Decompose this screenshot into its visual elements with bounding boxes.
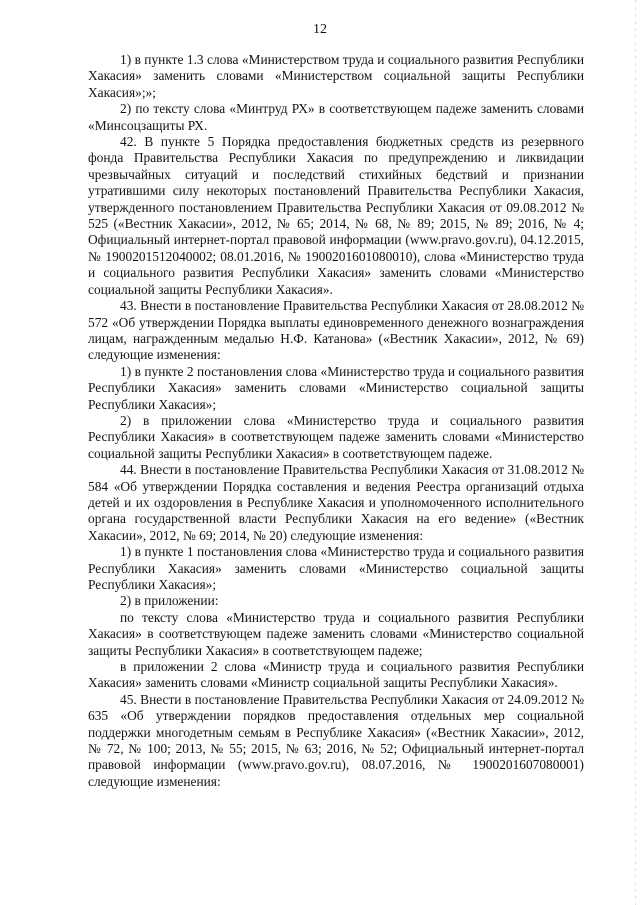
paragraph-mintrud-text: 2) по тексту слова «Минтруд РХ» в соответствующем падеже заменить словами «Минсоцзащиты РХ. xyxy=(88,101,584,133)
page-number: 12 xyxy=(313,22,327,37)
paragraph-43-item-2: 2) в приложении слова «Министерство труда и социального развития Республики Хакасия» в соответствующем падеже заменить словами «Министерство социальной защиты Республики Хакасия» в соответствующем падеже. xyxy=(88,412,584,461)
document-body xyxy=(88,52,584,790)
paragraph-44-item-2-text: по тексту слова «Министерство труда и социального развития Республики Хакасия» в соответствующем падеже заменить словами «Министерство социальной защиты Республики Хакасия» в соответствующем падеже; xyxy=(88,609,584,658)
paragraph-44: 44. Внести в постановление Правительства Республики Хакасия от 31.08.2012 № 584 «Об утверждении Порядка составления и ведения Реестра организаций отдыха детей и их оздоровления в Республике Хакасия и уполномоченного исполнительного органа государственной власти Республики Хакасия на его ведение» («Вестник Хакасии», 2012, № 69; 2014, № 20) следующие изменения: xyxy=(88,462,584,543)
paragraph-44-item-2: 2) в приложении: xyxy=(120,593,219,609)
paragraph-43-item-1: 1) в пункте 2 постановления слова «Министерство труда и социального развития Республики Хакасия» заменить словами «Министерство социальной защиты Республики Хакасия»; xyxy=(88,363,584,412)
paragraph-44-item-1: 1) в пункте 1 постановления слова «Министерство труда и социального развития Республики Хакасия» заменить словами «Министерство социальной защиты Республики Хакасия»; xyxy=(88,544,584,592)
paragraph-item-1-3: 1) в пункте 1.3 слова «Министерством труда и социального развития Республики Хакасия» заменить словами «Министерством социальной защиты Республики Хакасия»;»; xyxy=(88,52,584,100)
paragraph-42: 42. В пункте 5 Порядка предоставления бюджетных средств из резервного фонда Правительства Республики Хакасия по предупреждению и ликвидации чрезвычайных ситуаций и последствий стихийных бедствий и признании утратившими силу некоторых постановлений Правительства Республики Хакасия, утвержденного постановлением Правительства Республики Хакасия от 09.08.2012 № 525 («Вестник Хакасии», 2012, № 65; 2014, № 68, № 89; 2015, № 89; 2016, № 4; Официальный интернет-портал правовой информации (www.pravo.gov.ru), 04.12.2015, № 1900201512040002; 08.01.2016, № 1900201601080010), слова «Министерство труда и социального развития Республики Хакасия» заменить словами «Министерство социальной защиты Республики Хакасия». xyxy=(88,134,584,297)
scan-edge-artifact xyxy=(635,0,636,905)
paragraph-45: 45. Внести в постановление Правительства Республики Хакасия от 24.09.2012 № 635 «Об утверждении порядков предоставления отдельных мер социальной поддержки многодетным семьям в Республике Хакасия» («Вестник Хакасии», 2012, № 72, № 100; 2013, № 55; 2015, № 63; 2016, № 52; Официальный интернет-портал правовой информации (www.pravo.gov.ru), 08.07.2016, № 1900201607080001) следующие изменения: xyxy=(88,691,584,789)
paragraph-44-item-2-appendix: в приложении 2 слова «Министр труда и социального развития Республики Хакасия» заменить словами «Министр социальной защиты Республики Хакасия». xyxy=(88,659,584,691)
paragraph-43: 43. Внести в постановление Правительства Республики Хакасия от 28.08.2012 № 572 «Об утверждении Порядка выплаты единовременного денежного вознаграждения лицам, награжденным медалью Н.Ф. Катанова» («Вестник Хакасии», 2012, № 69) следующие изменения: xyxy=(88,298,584,363)
